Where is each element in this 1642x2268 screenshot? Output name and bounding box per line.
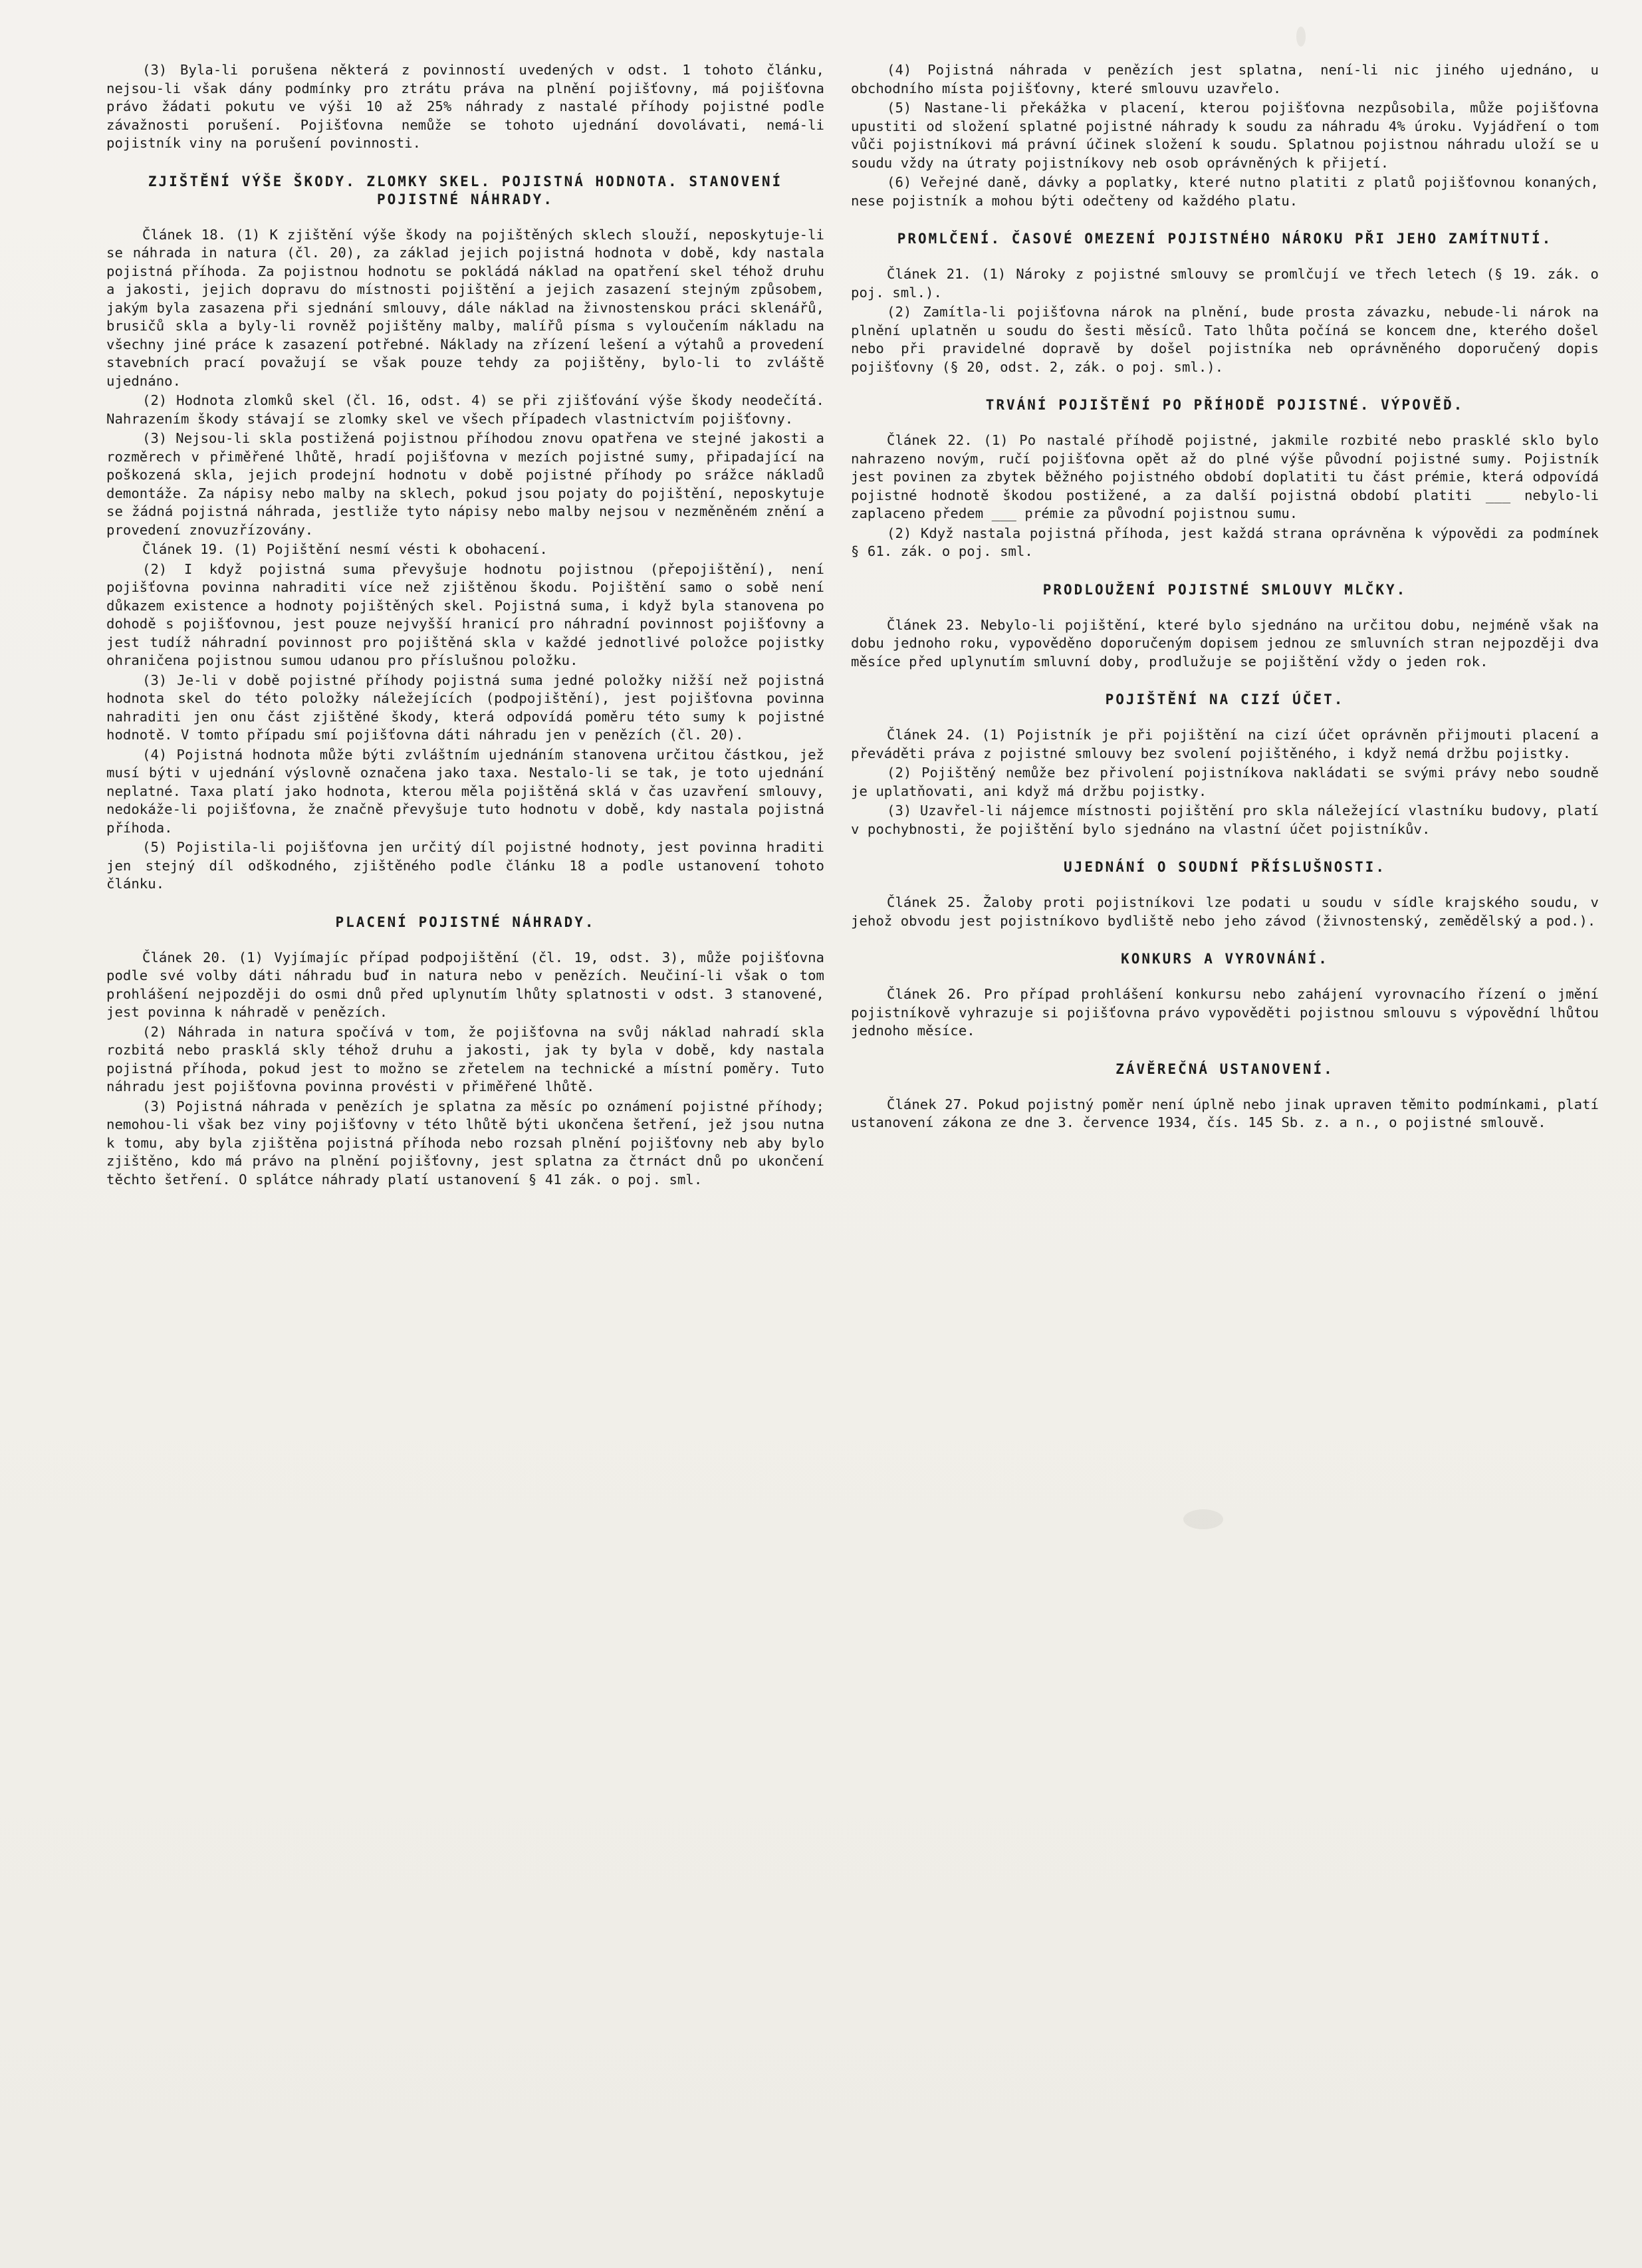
paragraph: (5) Pojistila-li pojišťovna jen určitý díl pojistné hodnoty, jest povinna hraditi jen stejný díl odškodného, zjištěného podle článku 18 a podle ustanovení tohoto článku. [106, 839, 824, 892]
left-column [106, 61, 824, 1190]
paper-stain [1183, 1509, 1223, 1529]
paragraph: (2) I když pojistná suma převyšuje hodnotu pojistnou (přepojištění), není pojišťovna povinna nahraditi více než zjištěnou škodu. Pojištění samo o sobě není důkazem existence a hodnoty pojištěných skel. Pojistná suma, i když byla stanovena po dohodě s pojišťovnou, jest pouze nejvyšší hranicí pro náhradní povinnost pojišťovny a jest tudíž náhradní povinnost pro pojištěná skla v každé jednotlivé položce pojistky ohraničena pojistnou sumou udanou pro příslušnou položku. [106, 561, 824, 668]
paragraph: (4) Pojistná hodnota může býti zvláštním ujednáním stanovena určitou částkou, jež musí býti v ujednání výslovně označena jako taxa. Nestalo-li se tak, je toto ujednání neplatné. Taxa platí jako hodnota, kterou měla pojištěná sklá v čas uzavření smlouvy, nedokáže-li pojišťovna, že značně převyšuje tuto hodnotu v době, kdy nastala pojistná příhoda. [106, 746, 824, 836]
section-heading: ZÁVĚREČNÁ USTANOVENÍ. [1115, 1061, 1334, 1077]
paragraph: Článek 19. (1) Pojištění nesmí vésti k obohacení. [142, 541, 548, 557]
section-heading: KONKURS A VYROVNÁNÍ. [1121, 951, 1329, 967]
section-heading: UJEDNÁNÍ O SOUDNÍ PŘÍSLUŠNOSTI. [1064, 859, 1386, 875]
paragraph: (3) Byla-li porušena některá z povinností uvedených v odst. 1 tohoto článku, nejsou-li však dány podmínky pro ztrátu práva na plnění pojišťovny, má pojišťovna právo žádati pokutu ve výši 10 až 25% náhrady z nastalé příhody pojistné podle závažnosti porušení. Pojišťovna nemůže se tohoto ujednání dovolávati, nemá-li pojistník viny na porušení povinnosti. [106, 62, 824, 151]
paragraph: Článek 22. (1) Po nastalé příhodě pojistné, jakmile rozbité nebo prasklé sklo bylo nahrazeno novým, ručí pojišťovna opět až do plné výše původní pojistné sumy. Pojistník jest povinen za zbytek běžného pojistného období doplatiti tu část prémie, která odpovídá pojistné hodnotě škodou postižené, a za další pojistná období platiti ___ nebylo-li zaplaceno předem ___ prémie za původní pojistnou sumu. [851, 432, 1599, 521]
section-heading: TRVÁNÍ POJIŠTĚNÍ PO PŘÍHODĚ POJISTNÉ. VÝPOVĚĎ. [985, 397, 1465, 413]
paragraph: Článek 24. (1) Pojistník je při pojištění na cizí účet oprávněn přijmouti placení a převáděti práva z pojistné smlouvy bez svolení pojištěného, i když nemá držbu pojistky. [851, 727, 1599, 761]
paragraph: (5) Nastane-li překážka v placení, kterou pojišťovna nezpůsobila, může pojišťovna upustiti od složení splatné pojistné náhrady k soudu za náhradu 4% úroku. Vyjádření o tom vůči pojistníkovi má právní účinek složení k soudu. Splatnou pojistnou náhradu uloží se u soudu vždy na útraty pojistníkovy neb osob oprávněných k přijetí. [851, 100, 1599, 171]
paragraph: (3) Je-li v době pojistné příhody pojistná suma jedné položky nižší než pojistná hodnota skel do této položky náležejících (podpojištění), jest pojišťovna povinna nahraditi jen onu část zjištěné škody, která odpovídá poměru této sumy k pojistné hodnotě. V tomto případu smí pojišťovna dáti náhradu jen v penězích (čl. 20). [106, 672, 824, 743]
paragraph: Článek 20. (1) Vyjímajíc případ podpojištění (čl. 19, odst. 3), může pojišťovna podle své volby dáti náhradu buď in natura nebo v penězích. Neučiní-li však o tom prohlášení nejpozději do osmi dnů před uplynutím lhůty splatnosti v odst. 3 stanovené, jest povinna k náhradě v penězích. [106, 949, 824, 1020]
paragraph: Článek 27. Pokud pojistný poměr není úplně nebo jinak upraven těmito podmínkami, platí ustanovení zákona ze dne 3. července 1934, čís. 145 Sb. z. a n., o pojistné smlouvě. [851, 1096, 1599, 1130]
paragraph: (2) Náhrada in natura spočívá v tom, že pojišťovna na svůj náklad nahradí skla rozbitá nebo prasklá skly téhož druhu a jakosti, jak ty byla v době, kdy nastala pojistná příhoda, pokud jest to možno se zřetelem na technické a místní poměry. Tuto náhradu jest pojišťovna povinna provésti v přiměřené lhůtě. [106, 1023, 824, 1094]
section-heading: PLACENÍ POJISTNÉ NÁHRADY. [335, 914, 596, 930]
paragraph: Článek 23. Nebylo-li pojištění, které bylo sjednáno na určitou dobu, nejméně však na dobu jednoho roku, vypověděno doporučeným dopisem jednou ze smluvních stran nejpozději dva měsíce před uplynutím smluvní doby, prodlužuje se pojištění vždy o jeden rok. [851, 616, 1599, 670]
paragraph: (6) Veřejné daně, dávky a poplatky, které nutno platiti z platů pojišťovnou konaných, nese pojistník a mohou býti odečteny od každého platu. [851, 174, 1599, 209]
paragraph: (4) Pojistná náhrada v penězích jest splatna, není-li nic jiného ujednáno, u obchodního místa pojišťovny, které smlouvu uzavřelo. [851, 62, 1599, 96]
paragraph: Článek 25. Žaloby proti pojistníkovi lze podati u soudu v sídle krajského soudu, v jehož obvodu jest pojistníkovo bydliště nebo jeho závod (živnostenský, zemědělský a pod.). [851, 894, 1599, 929]
section-heading: POJIŠTĚNÍ NA CIZÍ ÚČET. [1105, 692, 1345, 707]
section-heading: PROMLČENÍ. ČASOVÉ OMEZENÍ POJISTNÉHO NÁROKU PŘI JEHO ZAMÍTNUTÍ. [897, 231, 1553, 247]
paragraph: (2) Když nastala pojistná příhoda, jest každá strana oprávněna k výpovědi za podmínek § 61. zák. o poj. sml. [851, 525, 1599, 559]
paragraph: (2) Pojištěný nemůže bez přivolení pojistníkova nakládati se svými právy nebo soudně je uplatňovati, ani když má držbu pojistky. [851, 765, 1599, 799]
paragraph: (3) Nejsou-li skla postižená pojistnou příhodou znovu opatřena ve stejné jakosti a rozměrech v přiměřené lhůtě, hradí pojišťovna v mezích pojistné sumy, připadající na poškozená skla, jejich prodejní hodnotu v době pojistné příhody po srážce nákladů demontáže. Za nápisy nebo malby na sklech, pokud jsou pojaty do pojištění, neposkytuje se žádná pojistná náhrada, jestliže tyto nápisy nebo malby nejsou v nezměněném znění a provedení znovuzřízovány. [106, 430, 824, 538]
right-column [851, 61, 1599, 1134]
section-heading: PRODLOUŽENÍ POJISTNÉ SMLOUVY MLČKY. [1042, 581, 1407, 598]
section-heading: ZJIŠTĚNÍ VÝŠE ŠKODY. ZLOMKY SKEL. POJISTNÁ HODNOTA. STANOVENÍ POJISTNÉ NÁHRADY. [148, 173, 783, 207]
paragraph: (2) Hodnota zlomků skel (čl. 16, odst. 4) se při zjišťování výše škody neodečítá. Nahrazením škody stávají se zlomky skel ve všech případech vlastnictvím pojišťovny. [106, 392, 824, 427]
paragraph: Článek 18. (1) K zjištění výše škody na pojištěných sklech slouží, neposkytuje-li se náhrada in natura (čl. 20), za základ jejich pojistná hodnota v době, kdy nastala pojistná příhoda. Za pojistnou hodnotu se pokládá náklad na opatření skel téhož druhu a jakosti, jejich dopravu do místnosti pojištění a jejich zasazení stejným způsobem, jakým byla zasazena při sjednání smlouvy, dále náklad na živnostenskou práci sklenářů, brusičů skla a byly-li rovněž pojištěny malby, malířů písma s vyloučením nákladu na všechny jiné práce k zasazení potřebné. Náklady na zřízení lešení a výtahů a provedení stavebních prací považují se však pouze tehdy za pojištěny, bylo-li to zvláště ujednáno. [106, 226, 824, 389]
paper-stain [1296, 27, 1306, 47]
paragraph: Článek 21. (1) Nároky z pojistné smlouvy se promlčují ve třech letech (§ 19. zák. o poj. sml.). [851, 266, 1599, 301]
paragraph: Článek 26. Pro případ prohlášení konkursu nebo zahájení vyrovnacího řízení o jmění pojistníkově vyhrazuje si pojišťovna právo vypověděti pojistnou smlouvu s výpovědní lhůtou jednoho měsíce. [851, 986, 1599, 1039]
paragraph: (3) Pojistná náhrada v penězích je splatna za měsíc po oznámení pojistné příhody; nemohou-li však bez viny pojišťovny v této lhůtě býti ukončena šetření, jež jsou nutna k tomu, aby byla zjištěna pojistná příhoda nebo rozsah plnění pojišťovny neb aby bylo zjištěno, kdo má právo na plnění pojišťovny, jest splatna za čtrnáct dnů po ukončení těchto šetření. O splátce náhrady platí ustanovení § 41 zák. o poj. sml. [106, 1098, 824, 1188]
paragraph: (2) Zamítla-li pojišťovna nárok na plnění, bude prosta závazku, nebude-li nárok na plnění uplatněn u soudu do šesti měsíců. Tato lhůta počíná se koncem dne, kterého došel nebo při pravidelné dopravě by došel pojistníka neb oprávněného doporučený dopis pojišťovny (§ 20, odst. 2, zák. o poj. sml.). [851, 304, 1599, 375]
paragraph: (3) Uzavřel-li nájemce místnosti pojištění pro skla náležející vlastníku budovy, platí v pochybnosti, že pojištění bylo sjednáno na vlastní účet pojistníkův. [851, 803, 1599, 837]
